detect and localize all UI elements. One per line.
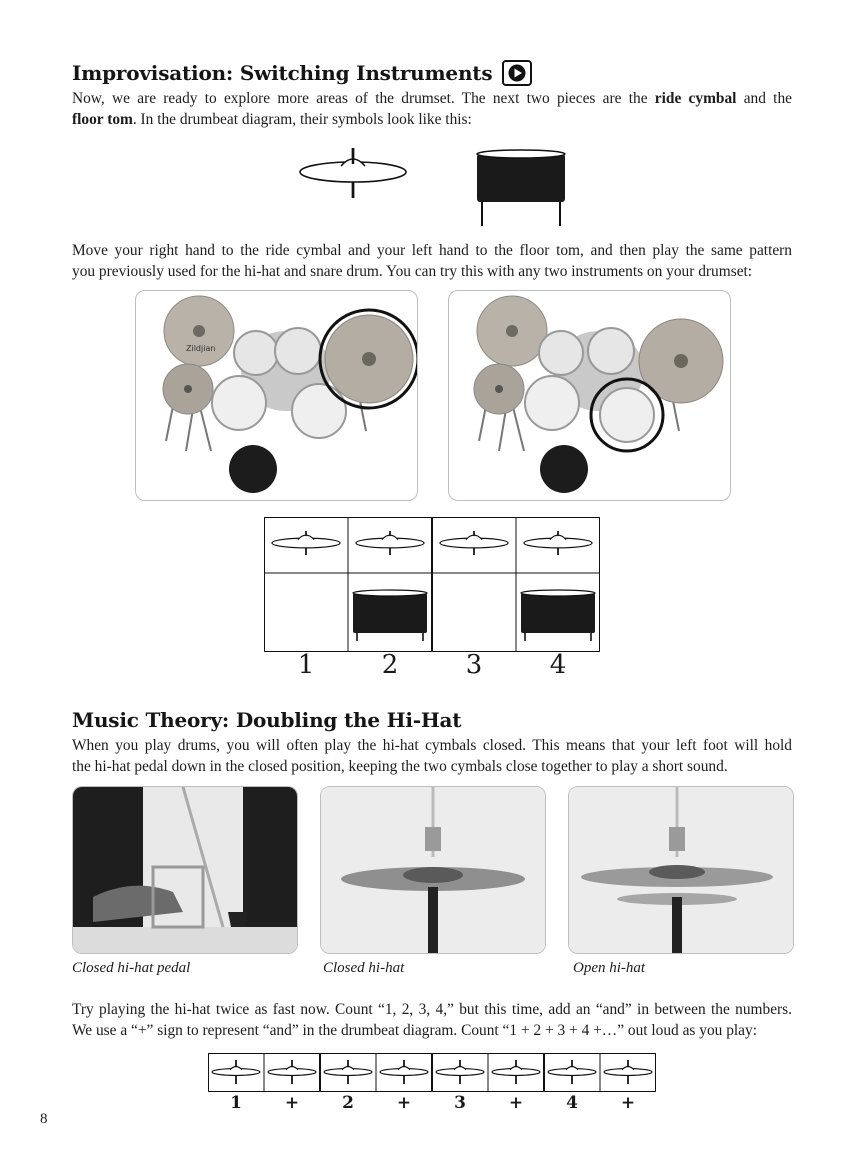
floor-tom-symbol — [474, 148, 568, 228]
cymbal-brand-label: Zildjian — [186, 344, 216, 353]
instructions-paragraph: Move your right hand to the ride cymbal and your left hand to the floor tom, and then play the same pattern you previously used for the hi-hat and snare drum. You can try this with any two instruments on your drumset: — [72, 242, 792, 280]
beat-count-1: 1 — [297, 650, 315, 680]
beat-count-3: 3 — [465, 650, 483, 680]
beat-count-2: 2 — [381, 650, 399, 680]
drumbeat-diagram-ride-floor-tom — [264, 517, 600, 657]
play-circle-icon[interactable] — [502, 60, 532, 86]
intro-paragraph: Now, we are ready to explore more areas of the drumset. The next two pieces are the ride cymbal and the floor tom. In the drumbeat diagram, their symbols look like this: — [72, 90, 792, 128]
caption-closed-hihat: Closed hi-hat — [323, 960, 405, 976]
page-title: Improvisation: Switching Instruments — [72, 61, 493, 85]
closed-hihat-pedal-photo — [72, 786, 298, 954]
hihat-paragraph: When you play drums, you will often play the hi-hat cymbals closed. This means that your left foot will hold the hi-hat pedal down in the closed position, keeping the two cymbals close together to play a short sound. — [72, 737, 792, 775]
drumkit-photo-floor-tom-highlighted — [448, 290, 731, 501]
caption-closed-hihat-pedal: Closed hi-hat pedal — [72, 960, 191, 976]
open-hihat-photo — [568, 786, 794, 954]
beat-counts — [264, 650, 600, 680]
drumbeat-diagram-hihat-eighths — [208, 1053, 656, 1097]
page-number: 8 — [40, 1111, 48, 1127]
count-3: 3 — [454, 1093, 466, 1113]
caption-open-hihat: Open hi-hat — [573, 960, 646, 976]
closed-hihat-photo — [320, 786, 546, 954]
count-and: + — [284, 1093, 300, 1113]
count-4: 4 — [566, 1093, 578, 1113]
eighth-counts — [208, 1093, 656, 1113]
drumkit-photo-ride-cymbal-highlighted — [135, 290, 418, 501]
ride-cymbal-symbol — [296, 146, 410, 202]
count-1: 1 — [230, 1093, 242, 1113]
count-and: + — [620, 1093, 636, 1113]
double-hihat-paragraph: Try playing the hi-hat twice as fast now. Count “1, 2, 3, 4,” but this time, add an “and” in between the numbers. We use a “+” sign to represent “and” in the drumbeat diagram. Count “1 + 2 + 3 + 4 +…” out loud as you play: — [72, 1001, 792, 1039]
count-and: + — [508, 1093, 524, 1113]
count-and: + — [396, 1093, 412, 1113]
beat-count-4: 4 — [549, 650, 567, 680]
section-heading-music-theory: Music Theory: Doubling the Hi-Hat — [72, 708, 462, 732]
count-2: 2 — [342, 1093, 354, 1113]
section-heading-improvisation — [72, 60, 532, 86]
